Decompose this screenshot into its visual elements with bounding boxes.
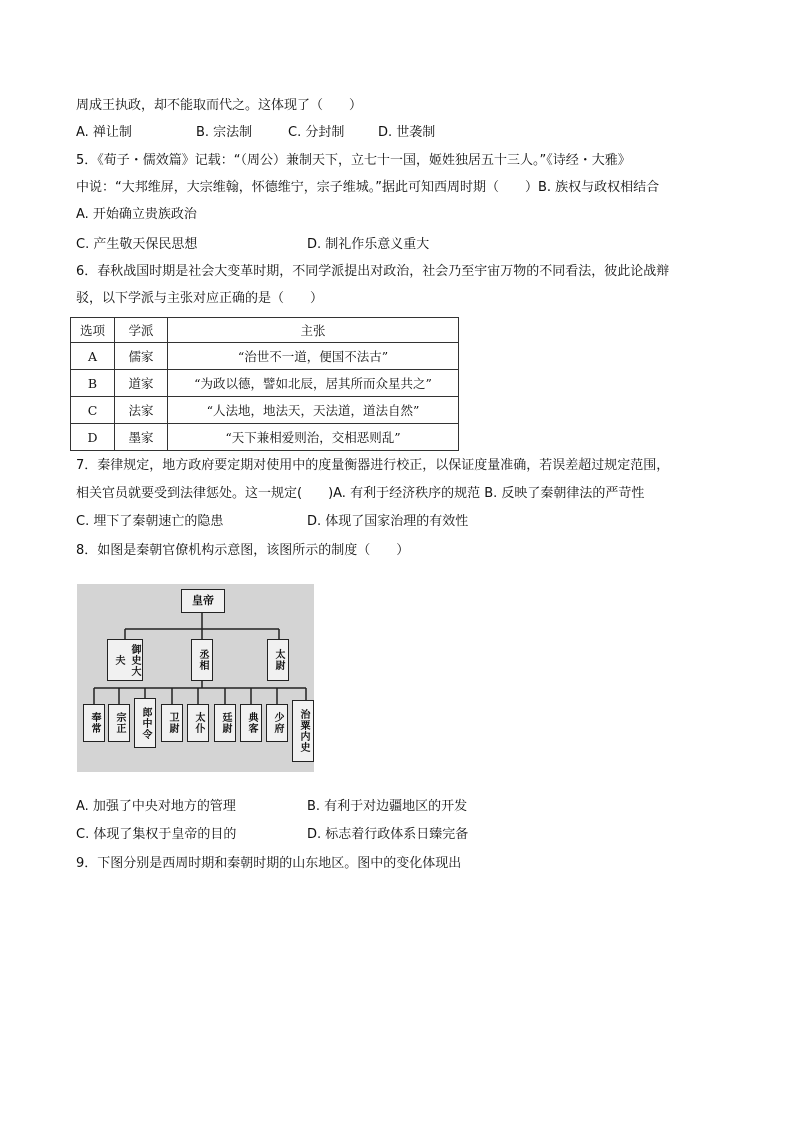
table-cell: “治世不一道，便国不法古” — [168, 343, 459, 370]
table-cell: “为政以德，譬如北辰，居其所而众星共之” — [168, 370, 459, 397]
table-cell: 道家 — [115, 370, 168, 397]
q4-option-d: D. 世袭制 — [378, 125, 436, 140]
minister-box: 少府 — [266, 704, 288, 742]
table-cell: “人法地，地法天，天法道，道法自然” — [168, 397, 459, 424]
q8-option-b: B. 有利于对边疆地区的开发 — [307, 799, 468, 814]
table-cell: “天下兼相爱则治，交相恶则乱” — [168, 424, 459, 451]
minister-box: 郎中令 — [134, 698, 156, 748]
grand-commandant-box: 太尉 — [267, 639, 289, 681]
q5-option-d: D. 制礼作乐意义重大 — [307, 237, 430, 252]
q8-option-d: D. 标志着行政体系日臻完备 — [307, 827, 469, 842]
q4-stem-tail: 周成王执政，却不能取而代之。这体现了（ ） — [76, 98, 363, 113]
q6-school-table — [70, 317, 459, 451]
table-cell: B — [71, 370, 115, 397]
q5-stem-line1: 5．《荀子・儒效篇》记载：“（周公）兼制天下，立七十一国，姬姓独居五十三人。”《诗经・大雅》 — [76, 153, 631, 168]
minister-box: 宗正 — [108, 704, 130, 742]
emperor-box: 皇帝 — [181, 589, 225, 613]
q4-option-a: A. 禅让制 — [76, 125, 132, 140]
minister-box: 廷尉 — [214, 704, 236, 742]
minister-box: 治粟内史 — [292, 700, 314, 762]
table-cell: 法家 — [115, 397, 168, 424]
table-header: 主张 — [168, 318, 459, 343]
q4-option-b: B. 宗法制 — [196, 125, 253, 140]
censor-box: 御史大夫 — [107, 639, 143, 681]
qin-bureaucracy-diagram — [77, 584, 314, 772]
q8-option-c: C. 体现了集权于皇帝的目的 — [76, 827, 237, 842]
q8-stem: 8．如图是秦朝官僚机构示意图，该图所示的制度（ ） — [76, 543, 410, 558]
q7-option-c: C. 埋下了秦朝速亡的隐患 — [76, 514, 224, 529]
q6-stem-line2: 驳，以下学派与主张对应正确的是（ ） — [76, 291, 324, 306]
q5-option-a: A. 开始确立贵族政治 — [76, 207, 197, 222]
q5-option-c: C. 产生敬天保民思想 — [76, 237, 198, 252]
q9-stem: 9．下图分别是西周时期和秦朝时期的山东地区。图中的变化体现出 — [76, 856, 462, 871]
table-row — [71, 424, 459, 451]
table-header: 学派 — [115, 318, 168, 343]
table-cell: A — [71, 343, 115, 370]
q7-stem-line1: 7．秦律规定，地方政府要定期对使用中的度量衡器进行校正，以保证度量准确，若误差超过规定范围， — [76, 458, 670, 473]
q8-option-a: A. 加强了中央对地方的管理 — [76, 799, 236, 814]
table-cell: 儒家 — [115, 343, 168, 370]
q6-stem-line1: 6．春秋战国时期是社会大变革时期，不同学派提出对政治，社会乃至宇宙万物的不同看法，彼此论战辩 — [76, 264, 670, 279]
table-cell: 墨家 — [115, 424, 168, 451]
minister-box: 太仆 — [187, 704, 209, 742]
chancellor-box: 丞相 — [191, 639, 213, 681]
table-row — [71, 397, 459, 424]
minister-box: 典客 — [240, 704, 262, 742]
q7-option-d: D. 体现了国家治理的有效性 — [307, 514, 469, 529]
q4-option-c: C. 分封制 — [288, 125, 345, 140]
minister-box: 奉常 — [83, 704, 105, 742]
table-row — [71, 370, 459, 397]
table-header-row — [71, 318, 459, 343]
minister-box: 卫尉 — [161, 704, 183, 742]
table-cell: D — [71, 424, 115, 451]
q5-stem-line2: 中说：“大邦维屏，大宗维翰，怀德维宁，宗子维城。”据此可知西周时期（ ）B. 族权与政权相结合 — [76, 180, 660, 195]
table-row — [71, 343, 459, 370]
table-cell: C — [71, 397, 115, 424]
q7-stem-line2: 相关官员就要受到法律惩处。这一规定( )A. 有利于经济秩序的规范 B. 反映了秦朝律法的严苛性 — [76, 486, 645, 501]
table-header: 选项 — [71, 318, 115, 343]
